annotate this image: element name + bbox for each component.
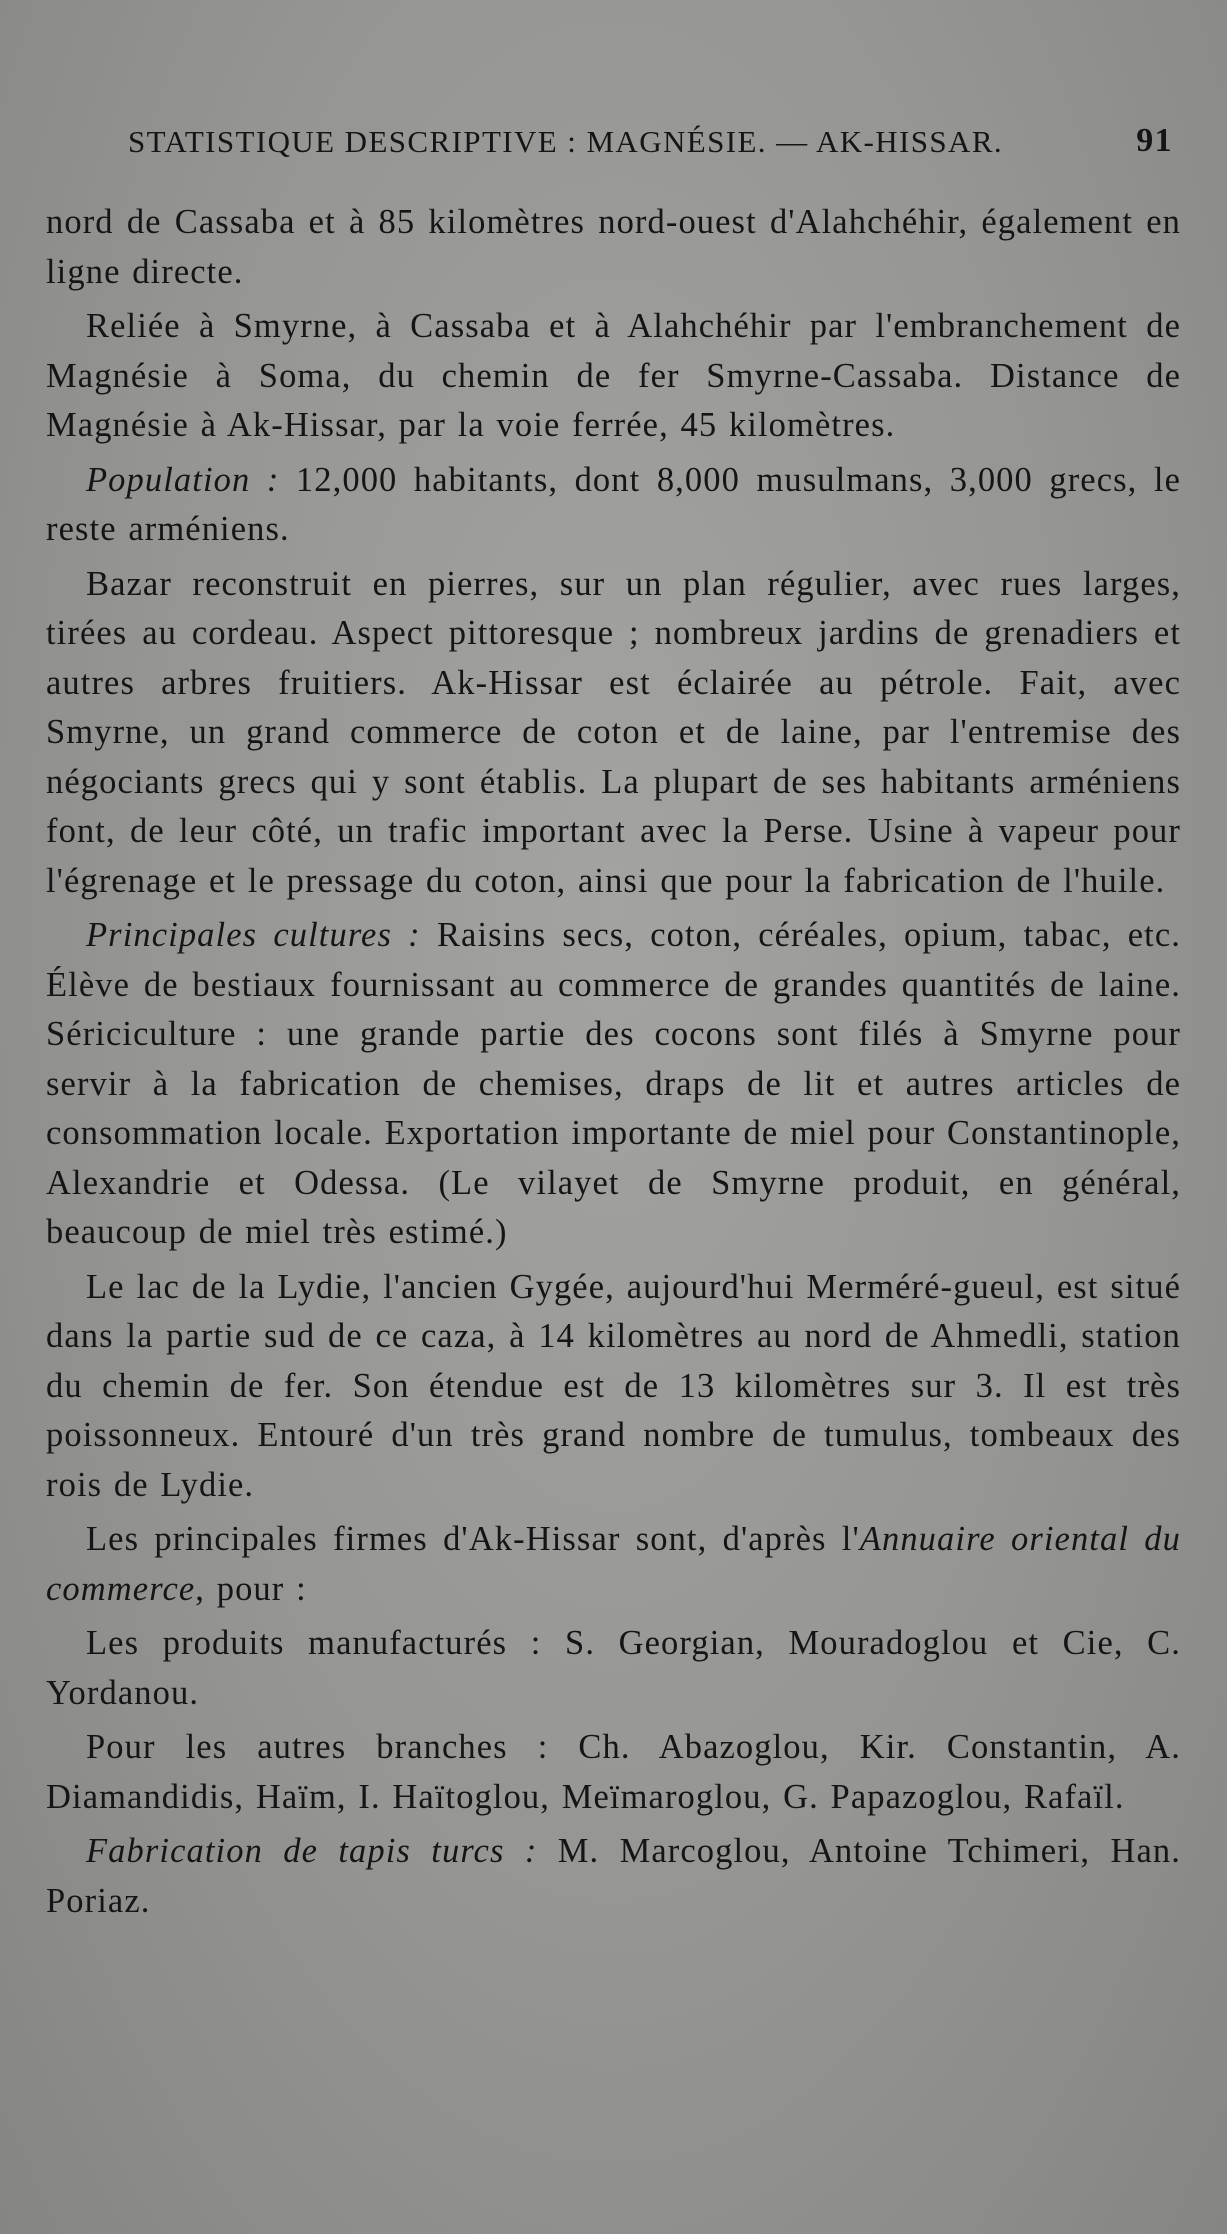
paragraph-lake: Le lac de la Lydie, l'ancien Gygée, aujourd'hui Merméré-gueul, est situé dans la partie sud de ce caza, à 14 kilomètres au nord de Ahmedli, station du chemin de fer. Son étendue est de 13 kilomètres sur 3. Il est très poissonneux. Entouré d'un très grand nombre de tumulus, tombeaux des rois de Lydie. [46, 1267, 1181, 1504]
carpets-label: Fabrication de tapis turcs : [86, 1832, 538, 1870]
paragraph-firms-intro: Les principales firmes d'Ak-Hissar sont, d'après l'Annuaire oriental du commerce, pour : [46, 1520, 1181, 1608]
page-number: 91 [1136, 122, 1173, 159]
paragraph-continuation: nord de Cassaba et à 85 kilomètres nord-ouest d'Alahchéhir, également en ligne directe. [46, 203, 1181, 291]
paragraph-cultures: Principales cultures : Raisins secs, coton, céréales, opium, tabac, etc. Élève de bestiaux fournissant au commerce de grandes quantités de laine. Sériciculture : une grande partie des cocons sont filés à Smyrne pour servir à la fabrication de chemises, draps de lit et autres articles de consommation locale. Exportation importante de miel pour Constantinople, Alexandrie et Odessa. (Le vilayet de Smyrne produit, en général, beaucoup de miel très estimé.) [46, 916, 1181, 1251]
paragraph-population: Population : 12,000 habitants, dont 8,000 musulmans, 3,000 grecs, le reste arméniens. [46, 460, 1181, 548]
running-title: STATISTIQUE DESCRIPTIVE : MAGNÉSIE. — AK-HISSAR. [128, 124, 1004, 159]
cultures-label: Principales cultures : [86, 916, 421, 954]
page-header [128, 116, 1173, 166]
paragraph-manufactured: Les produits manufacturés : S. Georgian, Mouradoglou et Cie, C. Yordanou. [46, 1624, 1181, 1712]
paragraph-carpets: Fabrication de tapis turcs : M. Marcoglou, Antoine Tchimeri, Han. Poriaz. [46, 1832, 1181, 1920]
paragraph-railway: Reliée à Smyrne, à Cassaba et à Alahchéhir par l'embranchement de Magnésie à Soma, du chemin de fer Smyrne-Cassaba. Distance de Magnésie à Ak-Hissar, par la voie ferrée, 45 kilomètres. [46, 307, 1181, 444]
population-label: Population : [86, 460, 280, 499]
body-text [46, 198, 1181, 1931]
paragraph-bazar: Bazar reconstruit en pierres, sur un plan régulier, avec rues larges, tirées au cordeau. Aspect pittoresque ; nombreux jardins de grenadiers et autres arbres fruitiers. Ak-Hissar est éclairée au pétrole. Fait, avec Smyrne, un grand commerce de coton et de laine, par l'entremise des négociants grecs qui y sont établis. La plupart de ses habitants arméniens font, de leur côté, un trafic important avec la Perse. Usine à vapeur pour l'égrenage et le pressage du coton, ainsi que pour la fabrication de l'huile. [46, 564, 1181, 900]
annuaire-title: Annuaire oriental du commerce [46, 1520, 1181, 1608]
paragraph-other-branches: Pour les autres branches : Ch. Abazoglou, Kir. Constantin, A. Diamandidis, Haïm, I. Haïtoglou, Meïmaroglou, G. Papazoglou, Rafaïl. [46, 1728, 1181, 1816]
